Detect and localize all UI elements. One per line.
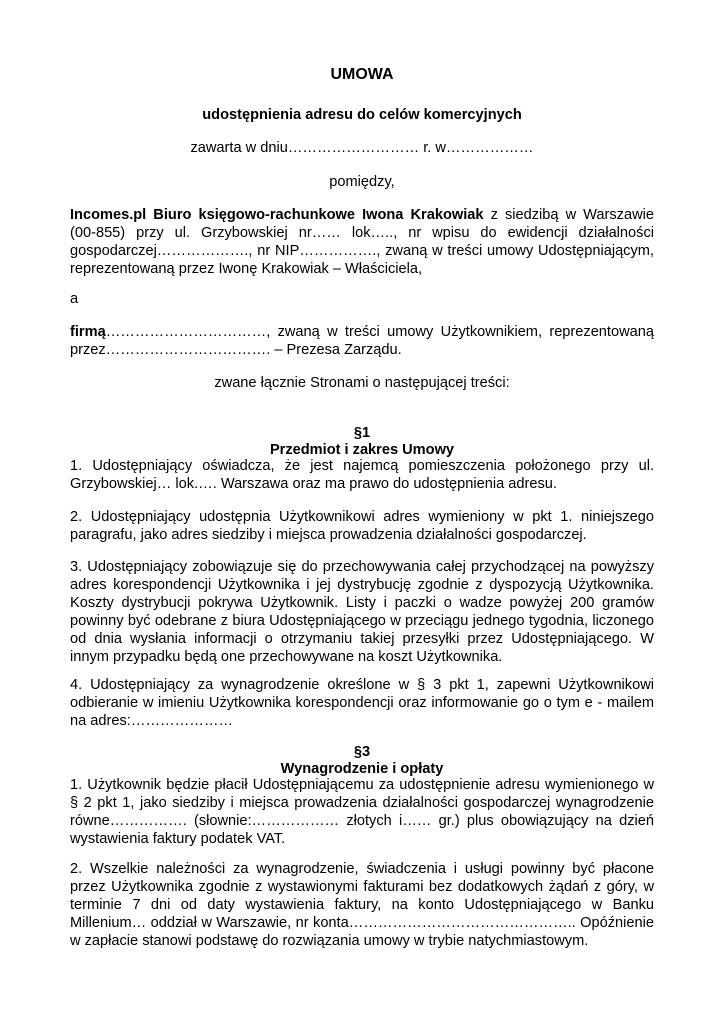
party1-details: z siedzibą w Warszawie (00-855) przy ul. Grzybowskiej nr…… lok….., nr wpisu do ewidencji działalności gospodarczej………………., nr NIP……………., zwaną w treści umowy Udostępniającym, reprezentowaną przez Iwonę Krakowiak – Właściciela, [70, 207, 654, 277]
section1-title: Przedmiot i zakres Umowy [269, 442, 455, 458]
concluded-line: zawarta w dniu……………………… r. w……………… [190, 140, 534, 156]
section3-point2: 2. Wszelkie należności za wynagrodzenie, świadczenia i usługi powinny być płacone przez Użytkownika zgodnie z wystawionymi fakturami bez dodatkowych żądań z góry, w terminie 7 dni od daty wystawienia faktury, na konto Udostępniającego w Banku Millenium… oddział w Warszawie, nr konta……………………………………….. Opóźnienie w zapłacie stanowi podstawę do rozwiązania umowy w trybie natychmiastowym. [70, 861, 654, 949]
document-title: UMOWA [330, 66, 394, 83]
section3-point1: 1. Użytkownik będzie płacił Udostępniającemu za udostępnienie adresu wymienionego w § 2 pkt 1, jako siedziby i miejsca prowadzenia działalności gospodarczej wynagrodzenie równe……………. (słownie:……………… złotych i…… gr.) plus obowiązujący na dzień wystawienia faktury podatek VAT. [70, 777, 654, 847]
between-line: pomiędzy, [329, 174, 395, 190]
section1-number: §1 [353, 425, 371, 441]
together-line: zwane łącznie Stronami o następującej treści: [214, 375, 510, 391]
party1-paragraph [70, 206, 654, 278]
section1-point2: 2. Udostępniający udostępnia Użytkownikowi adres wymieniony w pkt 1. niniejszego paragrafu, jako adres siedziby i miejsca prowadzenia działalności gospodarczej. [70, 509, 654, 543]
section1-point3: 3. Udostępniający zobowiązuje się do przechowywania całej przychodzącej na powyższy adres korespondencji Użytkownika i jej dystrybucję zgodnie z dyspozycją Użytkownika. Koszty dystrybucji pokrywa Użytkownik. Listy i paczki o wadze powyżej 200 gramów powinny być odebrane z biura Udostępniającego w przeciągu jednego tygodnia, liczonego od dnia wysłania informacji o otrzymaniu takiej przesyłki przez Udostępniającego. W innym przypadku będą one przechowywane na koszt Użytkownika. [70, 559, 654, 665]
conjunction: a [70, 291, 79, 307]
section1-point4: 4. Udostępniający za wynagrodzenie określone w § 3 pkt 1, zapewni Użytkownikowi odbieranie w imieniu Użytkownika korespondencji oraz informowanie go o tym e - mailem na adres:………………… [70, 677, 654, 729]
section1-point1: 1. Udostępniający oświadcza, że jest najemcą pomieszczenia położonego przy ul. Grzybowskiej… lok.…. Warszawa oraz ma prawo do udostępnienia adresu. [70, 458, 654, 492]
party2-name: firmą [70, 324, 106, 340]
document-subtitle: udostępnienia adresu do celów komercyjnych [202, 107, 522, 123]
party2-paragraph [70, 323, 654, 359]
party1-name: Incomes.pl Biuro księgowo-rachunkowe Iwona Krakowiak [70, 207, 484, 223]
section3-number: §3 [353, 744, 371, 760]
party2-details: ……………………………, zwaną w treści umowy Użytkownikiem, reprezentowaną przez……………………………. – Prezesa Zarządu. [70, 324, 654, 358]
section3-title: Wynagrodzenie i opłaty [280, 761, 444, 777]
